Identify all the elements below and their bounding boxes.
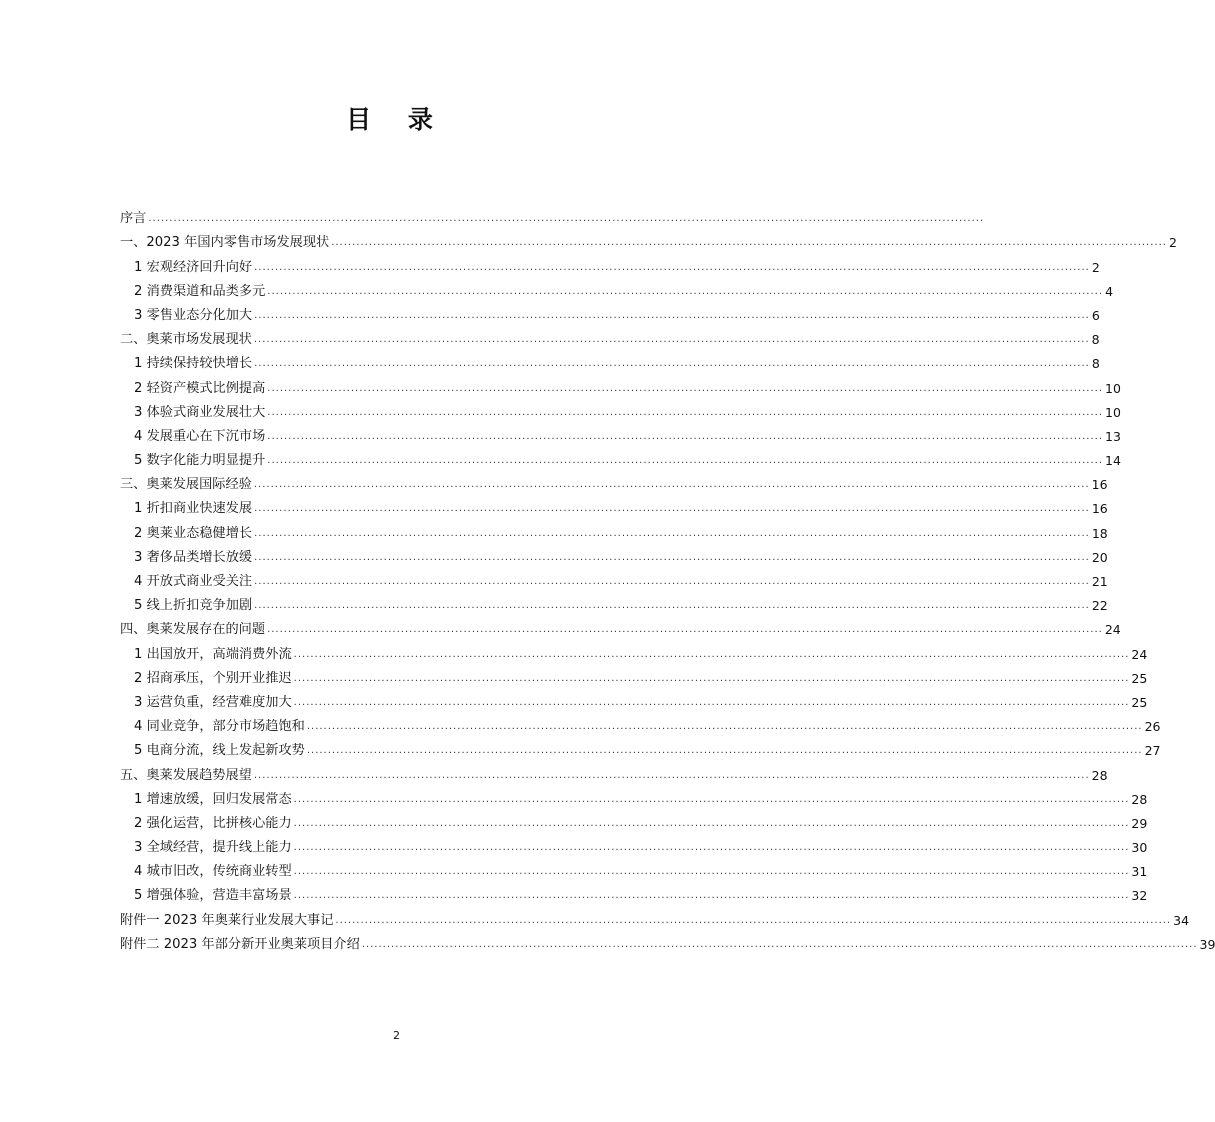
toc-entry-label: 四、奥莱发展存在的问题	[120, 622, 266, 638]
toc-entry-page: 30	[1131, 840, 1148, 856]
toc-entry-page: 18	[1091, 525, 1108, 541]
toc-entry-page: 20	[1091, 549, 1108, 565]
toc-entry-page: 26	[1144, 719, 1161, 735]
toc-entry-label: 一、2023 年国内零售市场发展现状	[120, 235, 330, 251]
toc-entry-label: 五、奥莱发展趋势展望	[120, 767, 252, 783]
toc-dot-leader: ........................................................................................................................................................................................................	[254, 358, 1090, 370]
toc-entry[interactable]	[120, 397, 1121, 421]
toc-entry-label: 2 强化运营，比拼核心能力	[134, 815, 292, 831]
toc-entry-label: 5 增强体验，营造丰富场景	[134, 888, 292, 904]
toc-entry-label: 1 宏观经济回升向好	[134, 259, 253, 275]
toc-entry[interactable]	[120, 590, 1108, 614]
toc-entry-label: 1 出国放开，高端消费外流	[134, 646, 292, 662]
toc-entry[interactable]	[120, 372, 1121, 396]
toc-entry[interactable]	[120, 687, 1148, 711]
toc-entry[interactable]	[120, 784, 1148, 808]
toc-dot-leader: ........................................................................................................................................................................................................	[267, 430, 1104, 442]
toc-entry-label: 2 招商承压，个别开业推迟	[134, 670, 292, 686]
toc-dot-leader: ........................................................................................................................................................................................................	[293, 696, 1130, 708]
toc-entry-label: 4 同业竞争，部分市场趋饱和	[134, 719, 305, 735]
toc-entry-page: 2	[1091, 259, 1100, 275]
toc-dot-leader: ........................................................................................................................................................................................................	[267, 285, 1104, 297]
toc-entry-label: 4 发展重心在下沉市场	[134, 428, 266, 444]
toc-dot-leader: ........................................................................................................................................................................................................	[254, 503, 1090, 515]
toc-entry[interactable]	[120, 566, 1108, 590]
toc-dot-leader: ........................................................................................................................................................................................................	[148, 213, 985, 225]
toc-dot-leader: ........................................................................................................................................................................................................	[306, 745, 1143, 757]
toc-entry[interactable]	[120, 517, 1108, 541]
toc-entry[interactable]	[120, 663, 1148, 687]
toc-entry-page: 22	[1091, 598, 1108, 614]
toc-entry-label: 3 运营负重，经营难度加大	[134, 694, 292, 710]
toc-dot-leader: ........................................................................................................................................................................................................	[293, 890, 1130, 902]
toc-entry-page: 10	[1105, 404, 1121, 420]
toc-entry-page: 16	[1091, 501, 1108, 517]
toc-entry-page: 31	[1131, 864, 1148, 880]
toc-dot-leader: ........................................................................................................................................................................................................	[267, 624, 1103, 636]
toc-dot-leader: ........................................................................................................................................................................................................	[254, 576, 1090, 587]
toc-entry-label: 4 城市旧改，传统商业转型	[134, 864, 292, 880]
toc-entry-label: 1 持续保持较快增长	[134, 356, 253, 372]
toc-entry-label: 三、奥莱发展国际经验	[120, 477, 252, 493]
toc-dot-leader: ........................................................................................................................................................................................................	[293, 866, 1130, 878]
toc-entry-page: 25	[1131, 670, 1148, 686]
toc-entry[interactable]	[120, 856, 1148, 880]
toc-entry-page: 16	[1091, 477, 1108, 493]
toc-dot-leader: ........................................................................................................................................................................................................	[267, 382, 1104, 394]
toc-dot-leader: ........................................................................................................................................................................................................	[253, 479, 1090, 491]
toc-entry-label: 2 奥莱业态稳健增长	[134, 525, 253, 541]
toc-entry[interactable]	[120, 711, 1161, 735]
toc-dot-leader: ........................................................................................................................................................................................................	[267, 406, 1104, 418]
toc-entry[interactable]	[120, 324, 1100, 348]
page-title: 目 录	[346, 105, 447, 134]
toc-entry-page: 32	[1131, 888, 1148, 904]
toc-dot-leader: ........................................................................................................................................................................................................	[331, 237, 1167, 249]
toc-entry-page: 28	[1091, 767, 1108, 783]
toc-dot-leader: ........................................................................................................................................................................................................	[306, 721, 1143, 733]
toc-dot-leader: ........................................................................................................................................................................................................	[253, 334, 1090, 346]
toc-entry[interactable]	[120, 227, 1177, 251]
toc-entry[interactable]	[120, 203, 985, 227]
toc-entry[interactable]	[120, 276, 1114, 300]
toc-entry-page: 21	[1091, 574, 1108, 589]
toc-entry-page: 10	[1105, 380, 1121, 396]
toc-entry[interactable]	[120, 832, 1148, 856]
toc-entry-page: 14	[1105, 453, 1121, 469]
toc-dot-leader: ........................................................................................................................................................................................................	[254, 261, 1090, 273]
toc-entry[interactable]	[120, 808, 1148, 832]
toc-entry-label: 附件一 2023 年奥莱行业发展大事记	[120, 912, 334, 928]
toc-entry-label: 1 增速放缓，回归发展常态	[134, 791, 292, 807]
toc-entry[interactable]	[120, 735, 1161, 759]
toc-entry[interactable]	[120, 300, 1100, 324]
toc-dot-leader: ........................................................................................................................................................................................................	[293, 672, 1130, 684]
toc-entry[interactable]	[120, 493, 1108, 517]
toc-entry-page: 34	[1173, 912, 1190, 928]
toc-dot-leader: ........................................................................................................................................................................................................	[293, 648, 1130, 660]
toc-entry[interactable]	[120, 251, 1100, 275]
toc-entry-label: 3 全域经营，提升线上能力	[134, 840, 292, 856]
toc-entry-page: 28	[1131, 791, 1148, 807]
toc-entry-label: 5 数字化能力明显提升	[134, 453, 266, 469]
toc-dot-leader: ........................................................................................................................................................................................................	[253, 769, 1090, 781]
toc-entry[interactable]	[120, 614, 1121, 638]
toc-entry-page: 29	[1131, 815, 1148, 831]
toc-entry-label: 3 奢侈品类增长放缓	[134, 549, 253, 565]
toc-entry-label: 3 体验式商业发展壮大	[134, 404, 266, 420]
toc-entry[interactable]	[120, 759, 1108, 783]
toc-entry[interactable]	[120, 904, 1190, 928]
toc-entry-label: 5 电商分流，线上发起新攻势	[134, 743, 305, 759]
toc-entry[interactable]	[120, 421, 1121, 445]
toc-entry-page: 6	[1091, 307, 1100, 323]
page-number: 2	[393, 1029, 400, 1042]
toc-entry[interactable]	[120, 445, 1121, 469]
toc-entry-page: 8	[1091, 356, 1100, 372]
toc-entry-label: 2 轻资产模式比例提高	[134, 380, 266, 396]
toc-entry-page: 24	[1104, 622, 1121, 638]
toc-entry-page: 27	[1144, 743, 1161, 759]
toc-entry-page: 24	[1131, 646, 1148, 662]
toc-entry[interactable]	[120, 348, 1100, 372]
toc-entry[interactable]	[120, 880, 1148, 904]
toc-dot-leader: ........................................................................................................................................................................................................	[361, 938, 1198, 950]
toc-dot-leader: ........................................................................................................................................................................................................	[267, 455, 1104, 467]
toc-entry-label: 二、奥莱市场发展现状	[120, 332, 252, 348]
toc-dot-leader: ........................................................................................................................................................................................................	[293, 842, 1130, 854]
toc-dot-leader: ........................................................................................................................................................................................................	[254, 527, 1090, 539]
toc-dot-leader: ........................................................................................................................................................................................................	[254, 551, 1090, 563]
toc-entry[interactable]	[120, 542, 1108, 566]
toc-entry[interactable]	[120, 469, 1108, 493]
toc-entry-page: 8	[1091, 332, 1100, 348]
toc-entry-page: 13	[1105, 428, 1121, 444]
toc-entry-page: 39	[1199, 936, 1215, 952]
table-of-contents	[120, 203, 1215, 953]
toc-entry[interactable]	[120, 929, 1215, 953]
toc-dot-leader: ........................................................................................................................................................................................................	[293, 793, 1130, 805]
toc-entry-page: 4	[1105, 283, 1114, 299]
toc-entry-label: 2 消费渠道和品类多元	[134, 283, 266, 299]
toc-dot-leader: ........................................................................................................................................................................................................	[335, 914, 1172, 926]
toc-entry-label: 序言	[120, 211, 147, 227]
toc-dot-leader: ........................................................................................................................................................................................................	[293, 817, 1130, 829]
toc-entry[interactable]	[120, 638, 1148, 662]
toc-entry-page: 25	[1131, 694, 1148, 710]
toc-entry-label: 3 零售业态分化加大	[134, 307, 253, 323]
toc-entry-label: 1 折扣商业快速发展	[134, 501, 253, 517]
toc-entry-label: 4 开放式商业受关注	[134, 574, 253, 589]
toc-entry-page: 2	[1169, 235, 1177, 251]
toc-dot-leader: ........................................................................................................................................................................................................	[254, 600, 1090, 612]
toc-entry-label: 5 线上折扣竞争加剧	[134, 598, 253, 614]
toc-dot-leader: ........................................................................................................................................................................................................	[254, 309, 1090, 321]
toc-entry-label: 附件二 2023 年部分新开业奥莱项目介绍	[120, 936, 360, 952]
